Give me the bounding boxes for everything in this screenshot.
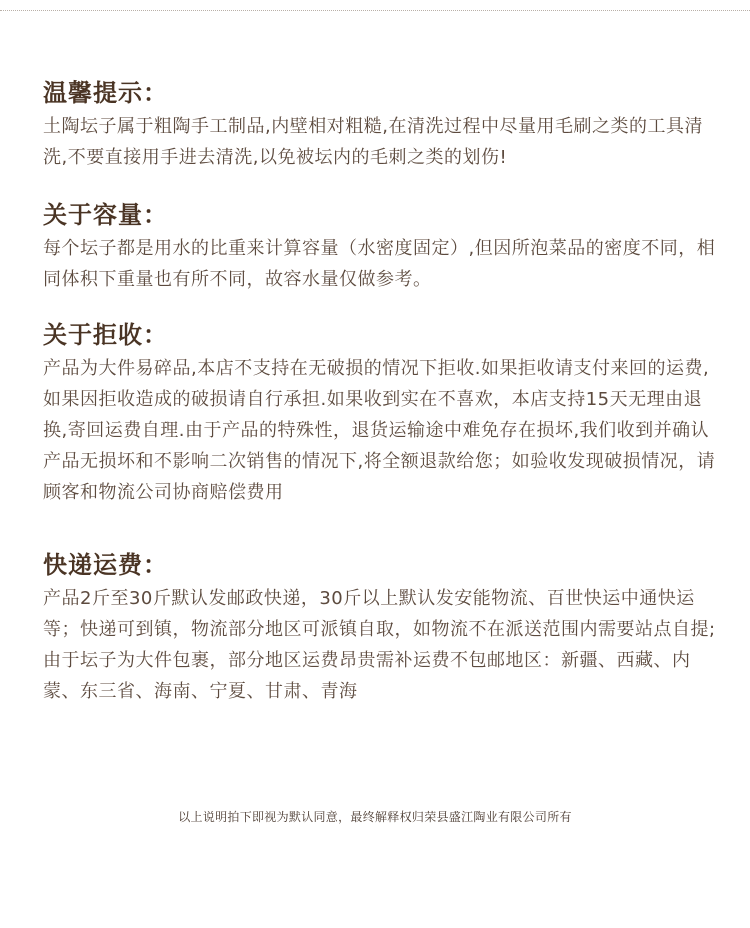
section-warm-tips [43,78,723,173]
footer-disclaimer: 以上说明拍下即视为默认同意，最终解释权归荣县盛江陶业有限公司所有 [178,810,572,824]
section-shipping [43,550,723,707]
section-body-capacity: 每个坛子都是用水的比重来计算容量（水密度固定）,但因所泡菜品的密度不同，相同体积下重量也有所不同，故容水量仅做参考。 [43,238,716,290]
section-capacity [43,200,723,295]
section-title-capacity: 关于容量： [43,201,168,229]
section-body-warm-tips: 土陶坛子属于粗陶手工制品,内壁相对粗糙,在清洗过程中尽量用毛刷之类的工具清洗,不要直接用手进去清洗,以免被坛内的毛刺之类的划伤! [43,116,703,168]
section-rejection [43,320,723,508]
section-title-shipping: 快递运费： [43,551,168,579]
section-title-rejection: 关于拒收： [43,321,168,349]
dotted-top-border [0,10,750,11]
section-body-shipping: 产品2斤至30斤默认发邮政快递，30斤以上默认发安能物流、百世快运中通快运等；快递可到镇，物流部分地区可派镇自取，如物流不在派送范围内需要站点自提;由于坛子为大件包裹，部分地区运费昂贵需补运费不包邮地区：新疆、西藏、内蒙、东三省、海南、宁夏、甘肃、青海 [43,588,716,702]
section-body-rejection: 产品为大件易碎品,本店不支持在无破损的情况下拒收.如果拒收请支付来回的运费,如果因拒收造成的破损请自行承担.如果收到实在不喜欢，本店支持15天无理由退换,寄回运费自理.由于产品的特殊性，退货运输途中难免存在损坏,我们收到并确认产品无损坏和不影响二次销售的情况下,将全额退款给您；如验收发现破损情况，请顾客和物流公司协商赔偿费用 [43,358,716,503]
section-title-warm-tips: 温馨提示： [43,79,168,107]
